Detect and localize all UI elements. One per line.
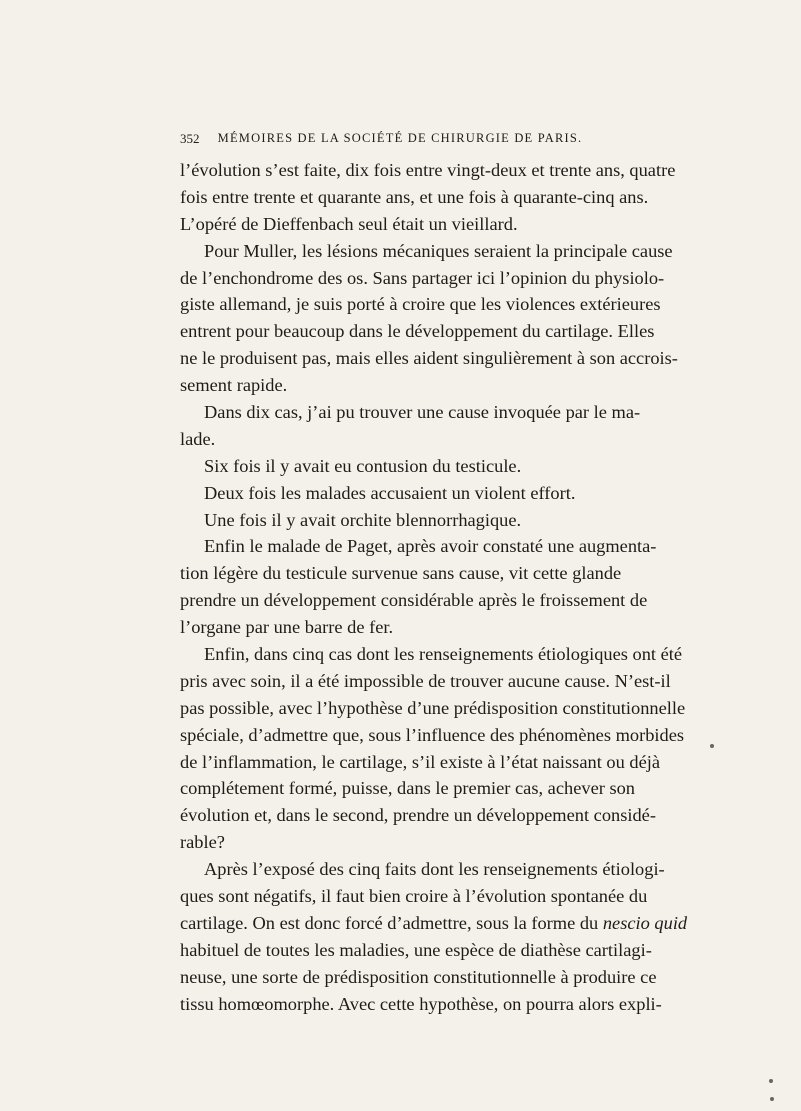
text-line: sement rapide.	[180, 375, 288, 396]
text-line: Pour Muller, les lésions mécaniques seraient la principale cause	[204, 240, 673, 261]
text-line: Enfin le malade de Paget, après avoir constaté une augmenta-	[204, 536, 657, 557]
text-line: de l’inflammation, le cartilage, s’il existe à l’état naissant ou déjà	[180, 751, 661, 772]
running-title: MÉMOIRES DE LA SOCIÉTÉ DE CHIRURGIE DE PARIS.	[217, 131, 583, 145]
text-line: giste allemand, je suis porté à croire que les violences extérieures	[180, 294, 661, 315]
italic-phrase: nescio quid	[602, 912, 688, 933]
text-line: de l’enchondrome des os. Sans partager ici l’opinion du physiolo-	[180, 267, 665, 288]
text-line: l’évolution s’est faite, dix fois entre vingt-deux et trente ans, quatre	[180, 160, 676, 180]
text-line-with-italic	[180, 910, 688, 937]
text-line: tion légère du testicule survenue sans cause, vit cette glande	[180, 563, 622, 584]
text-line: l’organe par une barre de fer.	[180, 617, 394, 638]
text-line: habituel de toutes les maladies, une espèce de diathèse cartilagi-	[180, 939, 652, 960]
text-line: pris avec soin, il a été impossible de trouver aucune cause. N’est-il	[180, 670, 671, 691]
text-line: pas possible, avec l’hypothèse d’une prédisposition constitutionnelle	[180, 697, 686, 718]
text-line: fois entre trente et quarante ans, et une fois à quarante-cinq ans.	[180, 186, 649, 207]
text-line: neuse, une sorte de prédisposition constitutionnelle à produire ce	[180, 966, 657, 987]
text-line: Après l’exposé des cinq faits dont les renseignements étiologi-	[204, 859, 665, 880]
text-line: tissu homœomorphe. Avec cette hypothèse, on pourra alors expli-	[180, 993, 662, 1014]
text-line: lade.	[180, 428, 216, 449]
text-line: Six fois il y avait eu contusion du testicule.	[204, 455, 522, 476]
text-line: évolution et, dans le second, prendre un développement considé-	[180, 805, 656, 826]
text-line: Deux fois les malades accusaient un violent effort.	[204, 482, 576, 503]
text-line: spéciale, d’admettre que, sous l’influence des phénomènes morbides	[180, 724, 685, 745]
text-line: rable?	[180, 832, 225, 853]
body-text	[180, 157, 688, 1018]
text-line: ne le produisent pas, mais elles aident singulièrement à son accrois-	[180, 348, 678, 369]
text-line: L’opéré de Dieffenbach seul était un vieillard.	[180, 213, 518, 234]
text-line: complétement formé, puisse, dans le premier cas, achever son	[180, 778, 635, 799]
ink-speck	[770, 1097, 774, 1101]
ink-speck	[710, 744, 714, 748]
text-line: Une fois il y avait orchite blennorrhagique.	[204, 509, 522, 530]
text-line: Enfin, dans cinq cas dont les renseignements étiologiques ont été	[204, 644, 683, 665]
text-line: entrent pour beaucoup dans le développement du cartilage. Elles	[180, 321, 655, 342]
ink-speck	[769, 1079, 773, 1083]
page-number: 352	[180, 131, 200, 146]
text-line: Dans dix cas, j’ai pu trouver une cause invoquée par le ma-	[204, 402, 641, 423]
text-segment: cartilage. On est donc forcé d’admettre, sous la forme du	[180, 912, 599, 933]
text-line: ques sont négatifs, il faut bien croire à l’évolution spontanée du	[180, 886, 648, 907]
text-line: prendre un développement considérable après le froissement de	[180, 590, 648, 611]
